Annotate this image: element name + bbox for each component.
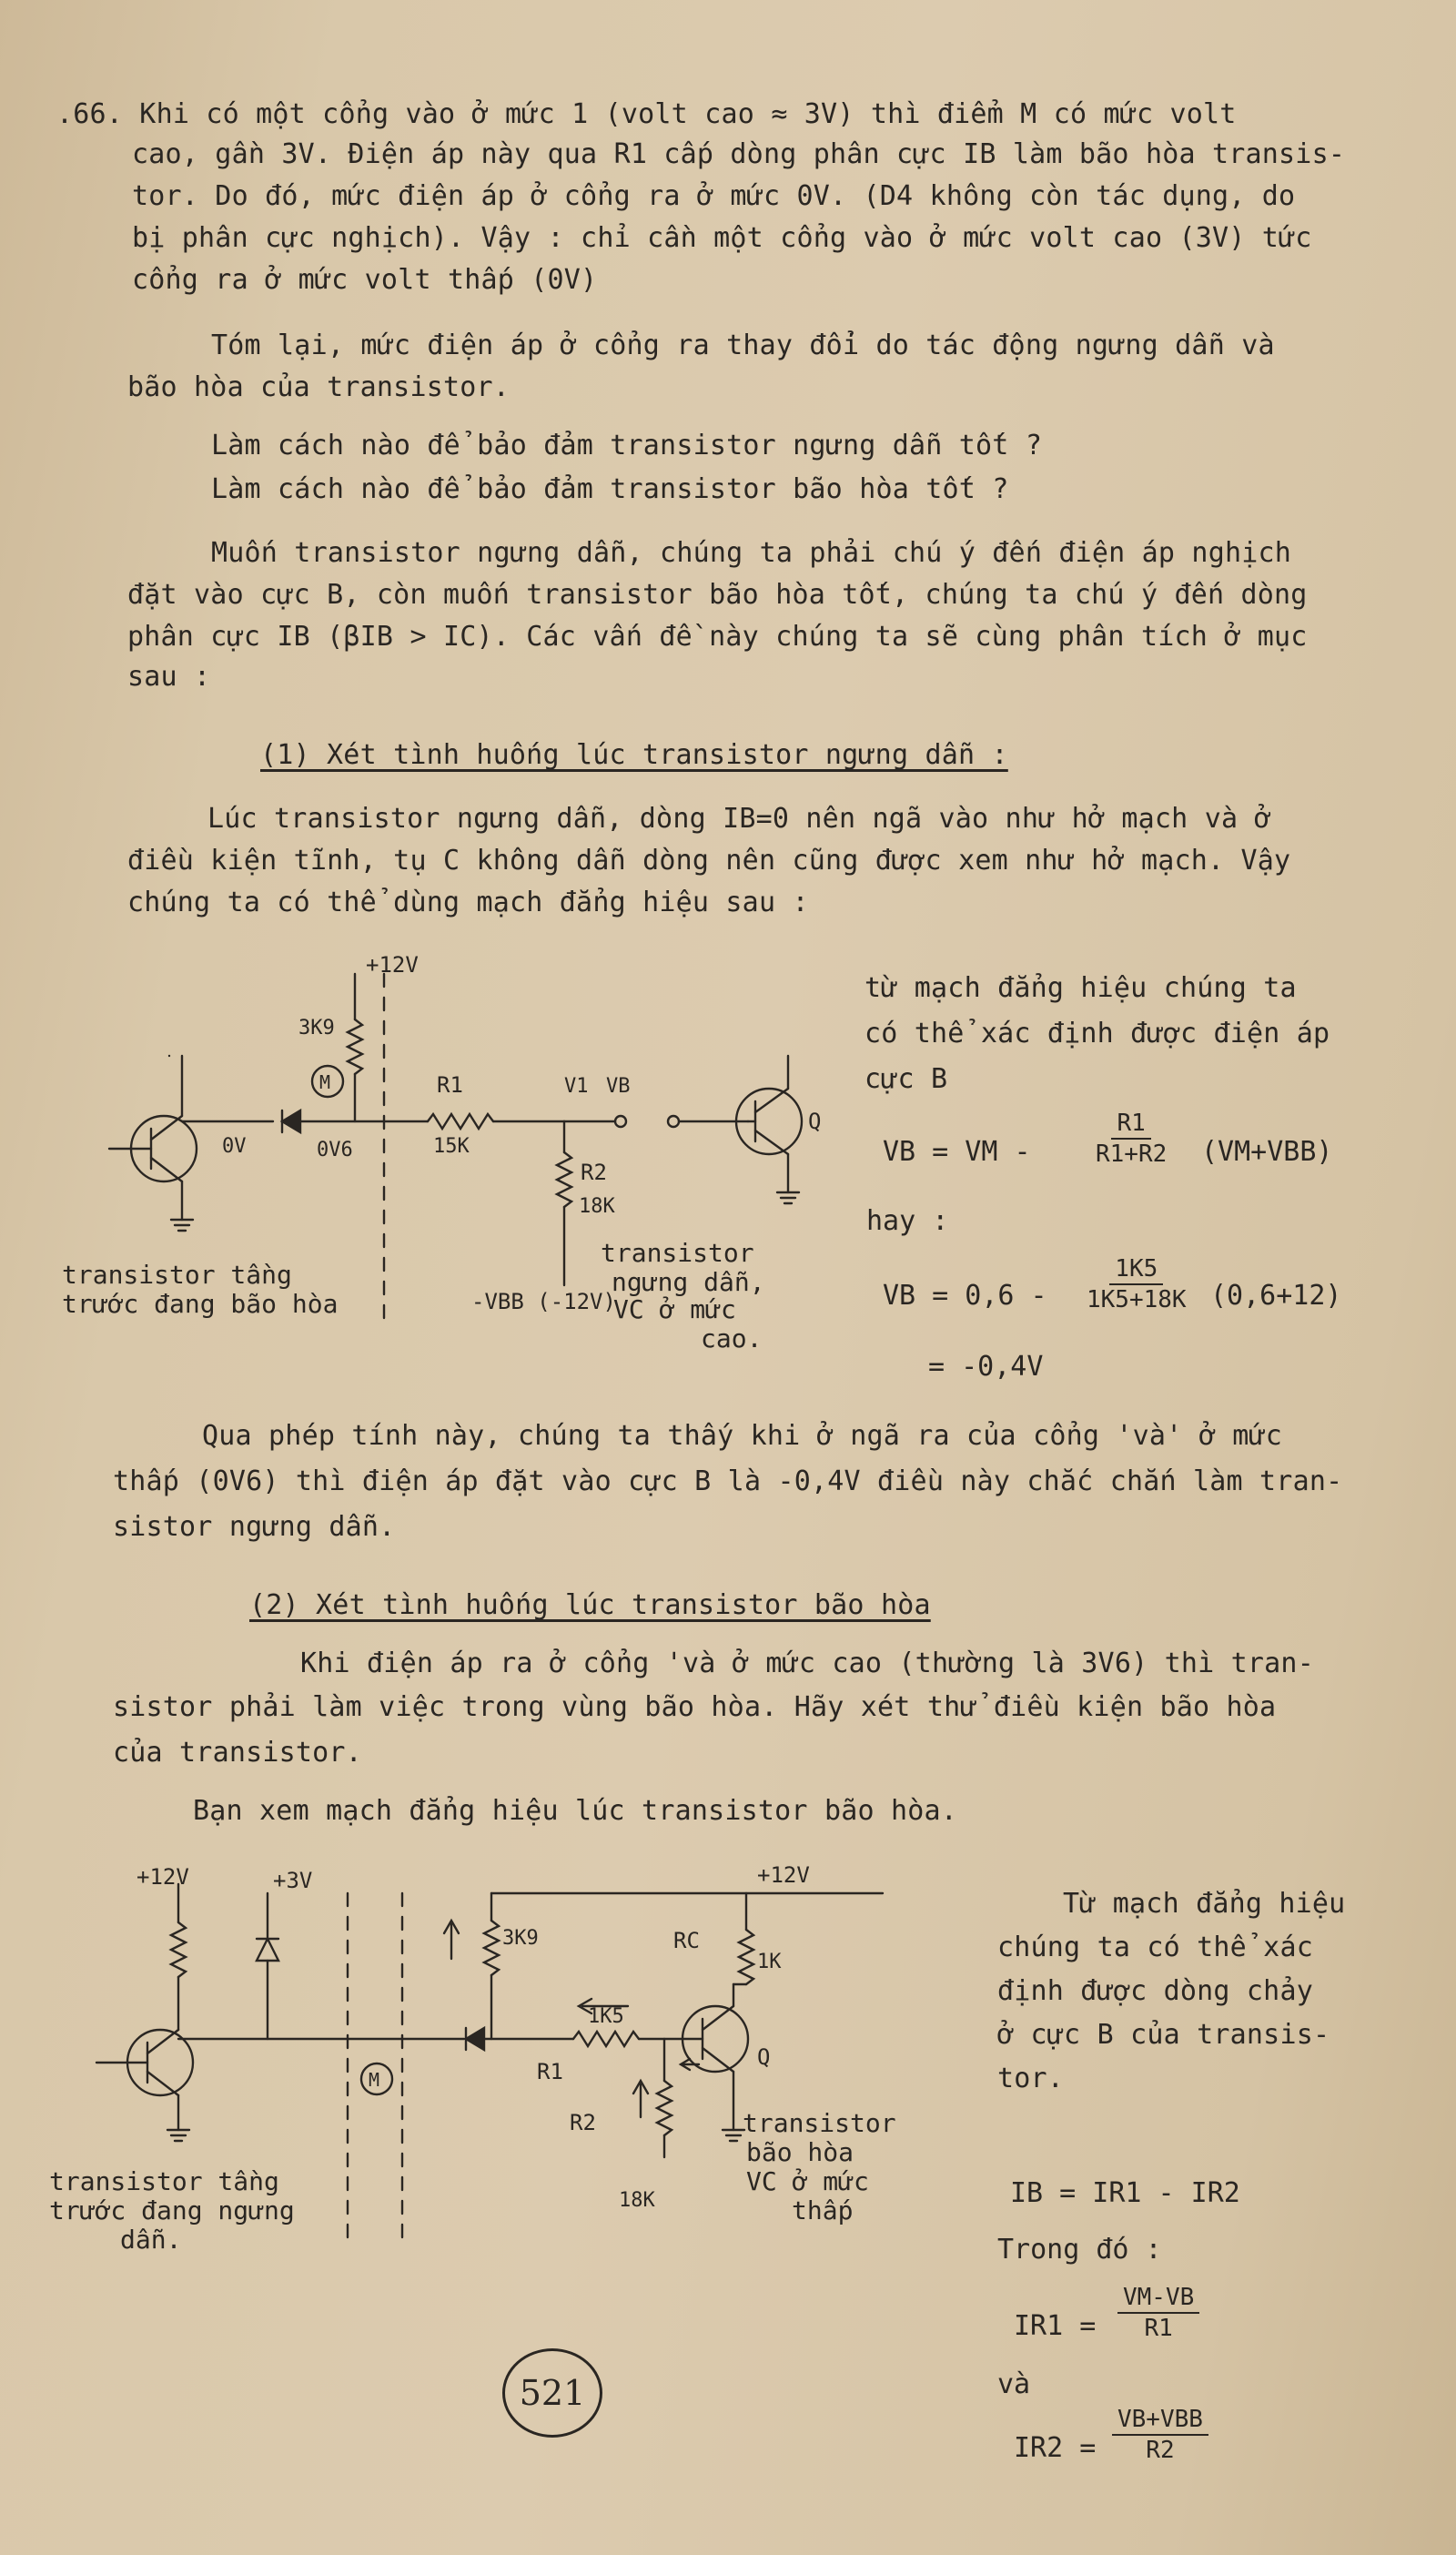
circuit-note: transistor tầng — [62, 1260, 292, 1290]
text-line: Bạn xem mạch đẳng hiệu lúc transistor bão hòa. — [193, 1795, 958, 1827]
text-line: sistor phải làm việc trong vùng bão hòa. Hãy xét thử điều kiện bão hòa — [113, 1691, 1277, 1723]
fraction-numerator: VM-VB — [1117, 2283, 1199, 2314]
equation-lhs: VB = 0,6 - — [883, 1280, 1047, 1312]
resistor-value: 1K5 — [588, 2005, 624, 2028]
vcc-label: +12V — [366, 952, 419, 978]
text-line: sistor ngưng dẫn. — [113, 1511, 396, 1543]
equation-text: và — [997, 2368, 1031, 2400]
text-line: bị phân cực nghịch). Vậy : chỉ cần một cổng vào ở mức volt cao (3V) tức — [132, 222, 1312, 254]
resistor-value: 18K — [579, 1195, 615, 1218]
resistor-label: R1 — [437, 1072, 463, 1098]
fraction — [1090, 1109, 1172, 1169]
circuit-note: cao. — [701, 1323, 763, 1354]
text-line: Lúc transistor ngưng dẫn, dòng IB=0 nên ngã vào như hở mạch và ở — [207, 803, 1271, 835]
side-text: chúng ta có thể xác — [997, 1931, 1313, 1963]
text-line: sau : — [127, 661, 211, 693]
supply-label: -VBB (-12V) — [471, 1289, 616, 1314]
fraction-denominator: R2 — [1146, 2437, 1175, 2464]
fraction — [1081, 1254, 1192, 1314]
voltage-label: 0V6 — [317, 1139, 353, 1161]
fraction-denominator: R1 — [1144, 2315, 1173, 2342]
fraction-denominator: 1K5+18K — [1087, 1286, 1187, 1313]
circuit-note: dẫn. — [120, 2225, 182, 2255]
resistor-label: R2 — [570, 2110, 596, 2135]
text-line: của transistor. — [113, 1737, 362, 1769]
fraction-numerator: VB+VBB — [1112, 2405, 1208, 2436]
equation-result: = -0,4V — [928, 1351, 1044, 1383]
side-text: có thể xác định được điện áp — [864, 1018, 1330, 1049]
equivalent-circuit-cutoff — [55, 947, 855, 1384]
transistor-label: Q — [808, 1109, 822, 1134]
side-text: ở cực B của transis- — [997, 2019, 1330, 2051]
circuit-note: bão hòa — [746, 2137, 854, 2167]
circuit-note: transistor — [743, 2108, 896, 2138]
fraction-denominator: R1+R2 — [1096, 1141, 1168, 1168]
circuit-note: VC ở mức — [746, 2166, 869, 2196]
section-heading — [260, 737, 1008, 774]
vcc-label: +12V — [757, 1862, 810, 1888]
supply-label: +3V — [273, 1868, 313, 1893]
text-line: thấp (0V6) thì điện áp đặt vào cực B là -0,4V điều này chắc chắn làm tran- — [113, 1465, 1343, 1497]
text-line: chúng ta có thể dùng mạch đẳng hiệu sau : — [127, 887, 809, 918]
side-text: cực B — [864, 1063, 948, 1095]
transistor-label: Q — [757, 2044, 771, 2070]
resistor-value: 1K — [757, 1951, 782, 1973]
page-number: 521 — [502, 2348, 602, 2438]
section-heading-text: (2) Xét tình huống lúc transistor bão hòa — [249, 1589, 931, 1621]
text-line: cổng ra ở mức volt thấp (0V) — [132, 264, 598, 296]
text-line: đặt vào cực B, còn muốn transistor bão hòa tốt, chúng ta chú ý đến dòng — [127, 579, 1308, 611]
question-line: Làm cách nào để bảo đảm transistor bão hòa tốt ? — [211, 473, 1009, 505]
resistor-value: 3K9 — [298, 1017, 335, 1039]
equivalent-circuit-saturation — [46, 1857, 956, 2294]
resistor-label: R2 — [581, 1160, 607, 1185]
fraction-numerator: R1 — [1111, 1109, 1150, 1140]
circuit-note: transistor — [601, 1238, 754, 1268]
equation-lhs: IR2 = — [1014, 2432, 1097, 2464]
text-line: điều kiện tĩnh, tụ C không dẫn dòng nên cũng được xem như hở mạch. Vậy — [127, 845, 1291, 877]
text-line: Qua phép tính này, chúng ta thấy khi ở ngã ra của cổng 'và' ở mức — [202, 1420, 1282, 1452]
equation-tail: (VM+VBB) — [1201, 1136, 1333, 1168]
circuit-note: thấp — [792, 2195, 854, 2225]
text-line: bão hòa của transistor. — [127, 371, 511, 403]
resistor-label: R1 — [537, 2059, 563, 2084]
equation-lhs: IR1 = — [1014, 2310, 1097, 2342]
circuit-note: transistor tầng — [49, 2166, 279, 2196]
text-line: Khi điện áp ra ở cổng 'và ở mức cao (thường là 3V6) thì tran- — [300, 1648, 1314, 1679]
text-line: cao, gần 3V. Điện áp này qua R1 cấp dòng phân cực IB làm bão hòa transis- — [132, 138, 1346, 170]
text-line: Tóm lại, mức điện áp ở cổng ra thay đổi do tác động ngưng dẫn và — [211, 330, 1275, 361]
resistor-label: RC — [673, 1928, 700, 1953]
circuit-note: trước đang bão hòa — [62, 1289, 339, 1319]
m-node-label: M — [319, 1071, 331, 1093]
circuit-note: VC ở mức — [613, 1294, 736, 1324]
vcc-label: +12V — [136, 1864, 189, 1890]
m-node-label: M — [369, 2069, 380, 2091]
circuit-note: trước đang ngưng — [49, 2195, 295, 2225]
terminal-label: VB — [606, 1075, 631, 1098]
resistor-value: 15K — [433, 1135, 470, 1158]
fraction-numerator: 1K5 — [1109, 1254, 1163, 1285]
text-line: Muốn transistor ngưng dẫn, chúng ta phải chú ý đến điện áp nghịch — [211, 537, 1291, 569]
terminal-label: V1 — [564, 1075, 589, 1098]
resistor-value: 3K9 — [502, 1927, 539, 1950]
side-text: Từ mạch đẳng hiệu — [1063, 1888, 1346, 1920]
equation-text: hay : — [866, 1205, 949, 1237]
text-line: tor. Do đó, mức điện áp ở cổng ra ở mức 0V. (D4 không còn tác dụng, do — [132, 180, 1296, 212]
section-heading — [249, 1587, 931, 1624]
voltage-label: 0V — [222, 1135, 247, 1158]
circuit-note: ngưng dẫn, — [612, 1267, 765, 1297]
text-line: phân cực IB (βIB > IC). Các vấn đề này chúng ta sẽ cùng phân tích ở mục — [127, 621, 1308, 653]
text-line: .66. Khi có một cổng vào ở mức 1 (volt cao ≈ 3V) thì điểm M có mức volt — [56, 98, 1237, 130]
side-text: từ mạch đẳng hiệu chúng ta — [864, 972, 1297, 1004]
section-heading-text: (1) Xét tình huống lúc transistor ngưng dẫn : — [260, 739, 1008, 771]
equation-line: IB = IR1 - IR2 — [1010, 2177, 1240, 2209]
fraction — [1112, 2405, 1208, 2465]
question-line: Làm cách nào để bảo đảm transistor ngưng dẫn tốt ? — [211, 430, 1043, 461]
equation-lhs: VB = VM - — [883, 1136, 1031, 1168]
resistor-value: 18K — [619, 2189, 655, 2212]
fraction — [1117, 2283, 1199, 2343]
equation-text: Trong đó : — [997, 2234, 1162, 2266]
side-text: định được dòng chảy — [997, 1975, 1313, 2007]
equation-tail: (0,6+12) — [1210, 1280, 1342, 1312]
side-text: tor. — [997, 2063, 1065, 2094]
